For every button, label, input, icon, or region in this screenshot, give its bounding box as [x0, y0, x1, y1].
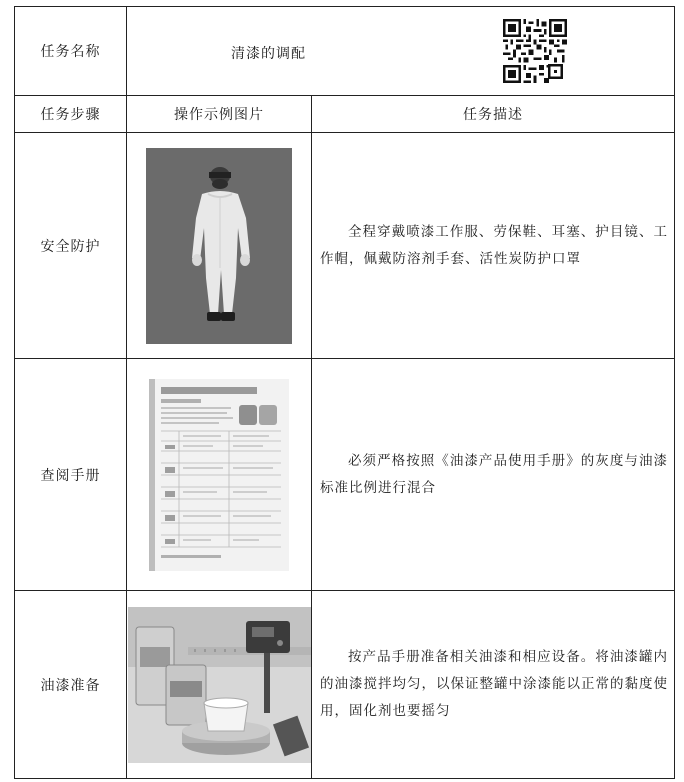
- table-row: [15, 133, 675, 359]
- protective-suit-photo: [146, 148, 292, 344]
- step-description: 全程穿戴喷漆工作服、劳保鞋、耳塞、护目镜、工作帽，佩戴防溶剂手套、活性炭防护口罩: [320, 223, 668, 267]
- manual-page-photo: [149, 379, 289, 571]
- step-description-cell: [312, 133, 675, 359]
- task-name-label: 任务名称: [15, 7, 127, 96]
- qr-code-icon[interactable]: [503, 19, 567, 83]
- table-row: [15, 359, 675, 591]
- step-description: 按产品手册准备相关油漆和相应设备。将油漆罐内的油漆搅拌均匀，以保证整罐中涂漆能以正常的黏度使用，固化剂也要摇匀: [320, 649, 668, 719]
- step-image-cell: [127, 133, 312, 359]
- step-image-cell: [127, 591, 312, 779]
- step-name: 查阅手册: [15, 359, 127, 591]
- paint-scale-photo: [128, 607, 311, 763]
- step-description-cell: [312, 359, 675, 591]
- step-name: 油漆准备: [15, 591, 127, 779]
- header-image: 操作示例图片: [127, 96, 312, 133]
- header-description: 任务描述: [312, 96, 675, 133]
- header-row: [15, 96, 675, 133]
- title-row: [15, 7, 675, 96]
- step-description: 必须严格按照《油漆产品使用手册》的灰度与油漆标准比例进行混合: [320, 452, 668, 496]
- step-description-cell: [312, 591, 675, 779]
- task-name-cell: [127, 7, 675, 96]
- table-row: [15, 591, 675, 779]
- task-table: [14, 6, 675, 779]
- header-step: 任务步骤: [15, 96, 127, 133]
- step-image-cell: [127, 359, 312, 591]
- task-name-value: 清漆的调配: [231, 46, 306, 62]
- step-name: 安全防护: [15, 133, 127, 359]
